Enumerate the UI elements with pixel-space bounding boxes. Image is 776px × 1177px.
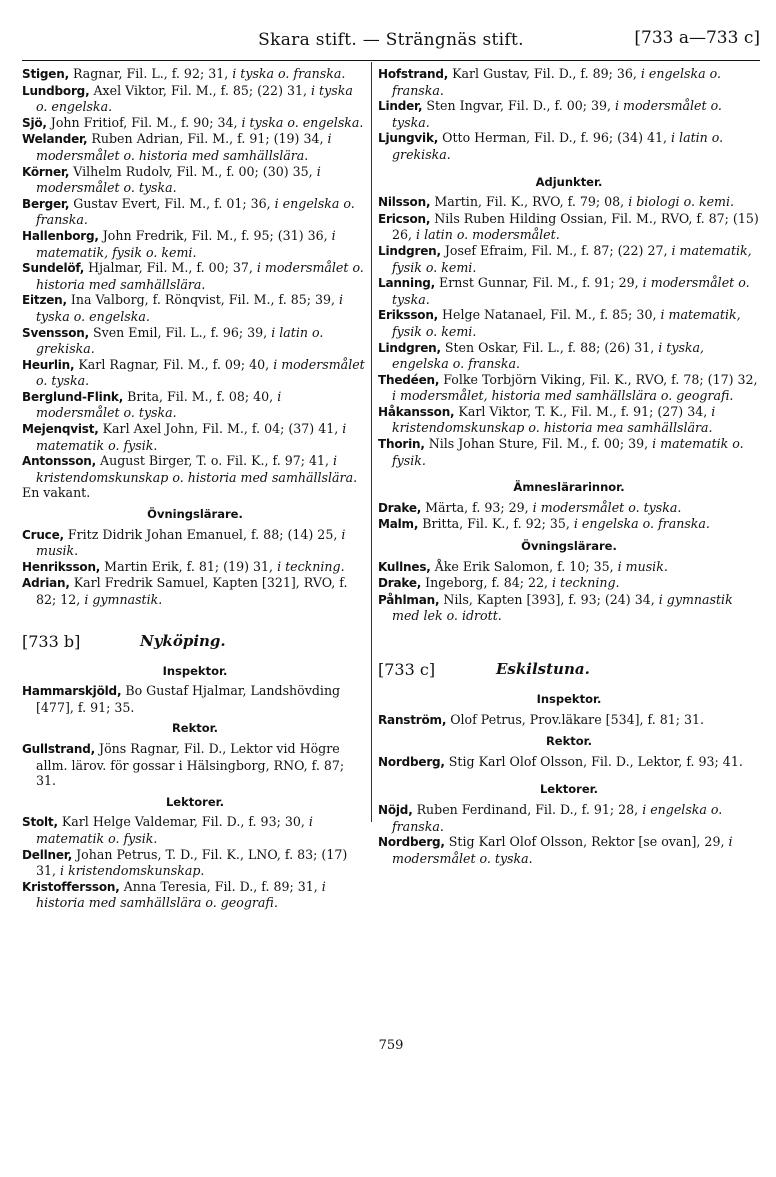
- right-rektor: [378, 754, 760, 771]
- running-header: [22, 28, 760, 56]
- entry-subjects: i matematik, fysik o. kemi.: [392, 307, 741, 339]
- directory-entry: [22, 453, 368, 485]
- entry-details: Hjalmar, Fil. M., f. 00; 37,: [84, 260, 257, 276]
- entry-details: Ina Valborg, f. Rönqvist, Fil. M., f. 85; 39,: [66, 292, 340, 308]
- entry-subjects: i tyska o. franska.: [232, 66, 346, 81]
- town-ref: [733 c]: [378, 660, 436, 679]
- directory-entry: [22, 357, 368, 389]
- entry-details: John Fritiof, Fil. M., f. 90; 34,: [46, 114, 242, 130]
- entry-details: Nils Ruben Hilding Ossian, Fil. M., RVO, f. 87; (15) 26,: [392, 210, 759, 243]
- entry-subjects: i latin o. grekiska.: [392, 130, 724, 162]
- entry-surname: Adrian,: [22, 576, 70, 591]
- entry-subjects: i historia med samhällslära o. geografi.: [36, 878, 326, 911]
- left-lekt: [22, 814, 368, 911]
- entry-surname: Berger,: [22, 196, 70, 211]
- right-entries-1: [378, 66, 760, 163]
- entry-details: Johan Petrus, T. D., Fil. K., LNO, f. 83; (17) 31,: [36, 846, 348, 879]
- town-heading-nykoping: [22, 628, 368, 658]
- entry-subjects: i gymnastik.: [84, 592, 163, 607]
- page-number: 759: [378, 1038, 404, 1053]
- right-lekt: [378, 802, 760, 866]
- entry-details: Karl Viktor, T. K., Fil. M., f. 91; (27) 34,: [454, 403, 712, 419]
- entry-details: Vilhelm Rudolv, Fil. M., f. 00; (30) 35,: [69, 163, 317, 179]
- section-heading: Lektorer.: [165, 794, 225, 809]
- entry-surname: Svensson,: [22, 325, 89, 340]
- directory-entry: [22, 421, 368, 453]
- entry-details: Ingeborg, f. 84; 22,: [421, 575, 552, 591]
- entry-surname: Welander,: [22, 132, 88, 147]
- entry-details: Karl Ragnar, Fil. M., f. 09; 40,: [74, 356, 274, 372]
- directory-entry: [22, 115, 368, 132]
- directory-entry: [378, 340, 760, 372]
- directory-entry: [378, 372, 760, 404]
- town-name: Nyköping.: [140, 631, 226, 650]
- right-amnes: [378, 500, 760, 533]
- directory-entry: [378, 130, 760, 162]
- entry-surname: Påhlman,: [378, 592, 440, 607]
- section-heading: Inspektor.: [536, 692, 602, 706]
- left-rektor: [22, 741, 368, 789]
- directory-entry: [378, 211, 760, 243]
- directory-entry: [22, 683, 368, 715]
- column-divider: [371, 62, 372, 822]
- section-heading: Lektorer.: [539, 782, 599, 797]
- entry-subjects: i matematik o. fysik.: [36, 814, 313, 846]
- vacant-note: En vakant.: [22, 485, 91, 501]
- directory-entry: [22, 847, 368, 879]
- entry-surname: Körner,: [22, 164, 70, 179]
- entry-details: Karl Fredrik Samuel, Kapten [321], RVO, f. 82; 12,: [36, 575, 348, 607]
- entry-surname: Malm,: [378, 517, 419, 532]
- entry-subjects: i modersmålet o. tyska.: [392, 98, 722, 130]
- entry-details: Gustav Evert, Fil. M., f. 01; 36,: [69, 195, 275, 211]
- entry-subjects: i latin o. modersmålet.: [416, 227, 560, 243]
- entry-details: Ragnar, Fil. L., f. 92; 31,: [68, 66, 233, 81]
- entry-surname: Lanning,: [378, 276, 436, 291]
- left-entries-2: [22, 527, 368, 608]
- entry-surname: Nilsson,: [378, 195, 431, 210]
- entry-subjects: i modersmålet o. tyska.: [36, 388, 282, 421]
- entry-surname: Nordberg,: [378, 835, 445, 850]
- left-column: [22, 66, 368, 911]
- entry-surname: Dellner,: [22, 847, 73, 862]
- entry-details: Sten Ingvar, Fil. D., f. 00; 39,: [422, 98, 616, 114]
- right-column: [378, 66, 760, 866]
- entry-subjects: i musik.: [36, 526, 346, 559]
- entry-surname: Lindgren,: [378, 340, 441, 355]
- entry-surname: Stigen,: [22, 67, 69, 81]
- entry-surname: Eitzen,: [22, 293, 67, 308]
- entry-details: Olof Petrus, Prov.läkare [534], f. 81; 31.: [446, 711, 705, 727]
- entry-details: Ruben Ferdinand, Fil. D., f. 91; 28,: [412, 801, 643, 817]
- entry-subjects: i engelska o. franska.: [392, 801, 723, 834]
- right-insp: [378, 712, 760, 729]
- directory-entry: [22, 559, 368, 576]
- entry-details: Märta, f. 93; 29,: [421, 499, 533, 515]
- entry-subjects: i kristendomskunskap o. historia mea samhällslära.: [392, 403, 716, 436]
- directory-entry: [378, 243, 760, 275]
- entry-surname: Hammarskjöld,: [22, 684, 122, 699]
- directory-entry: [378, 307, 760, 339]
- entry-surname: Håkansson,: [378, 404, 455, 419]
- entry-surname: Nöjd,: [378, 802, 413, 817]
- entry-surname: Drake,: [378, 576, 422, 591]
- directory-entry: [378, 754, 760, 771]
- directory-entry: [22, 879, 368, 911]
- directory-entry: [22, 389, 368, 421]
- entry-details: Josef Efraim, Fil. M., f. 87; (22) 27,: [440, 242, 672, 258]
- entry-details: Åke Erik Salomon, f. 10; 35,: [430, 558, 618, 574]
- directory-entry: [378, 436, 760, 468]
- entry-subjects: i modersmålet o. tyska.: [532, 499, 682, 515]
- directory-entry: [378, 516, 760, 533]
- section-heading: Övningslärare.: [521, 539, 617, 554]
- entry-subjects: i tyska o. engelska.: [36, 82, 353, 115]
- entry-details: Karl Axel John, Fil. M., f. 04; (37) 41,: [98, 421, 343, 437]
- entry-subjects: i modersmålet o. historia med samhällslära.: [36, 260, 364, 292]
- entry-subjects: i matematik, fysik o. kemi.: [392, 242, 752, 275]
- directory-entry: [22, 196, 368, 228]
- entry-subjects: i modersmålet o. tyska.: [392, 275, 750, 307]
- entry-surname: Linder,: [378, 99, 423, 114]
- entry-subjects: i engelska o. franska.: [36, 195, 355, 228]
- header-title: Skara stift. — Strängnäs stift.: [258, 30, 524, 50]
- entry-surname: Ericson,: [378, 211, 431, 226]
- section-heading: Övningslärare.: [147, 507, 243, 522]
- directory-entry: [22, 131, 368, 163]
- directory-entry: [22, 325, 368, 357]
- directory-entry: [378, 98, 760, 130]
- directory-entry: [378, 194, 760, 211]
- directory-entry: [378, 404, 760, 436]
- entry-surname: Stolt,: [22, 815, 58, 830]
- entry-surname: Nordberg,: [378, 754, 445, 769]
- section-heading: Adjunkter.: [535, 174, 603, 189]
- directory-entry: [22, 814, 368, 846]
- town-ref: [733 b]: [22, 631, 81, 651]
- entry-surname: Hofstrand,: [378, 67, 449, 81]
- town-heading-eskilstuna: [378, 656, 760, 686]
- entry-details: Ernst Gunnar, Fil. M., f. 91; 29,: [435, 275, 643, 291]
- left-insp: [22, 683, 368, 715]
- entry-details: August Birger, T. o. Fil. K., f. 97; 41,: [96, 453, 334, 469]
- entry-subjects: i matematik o. fysik.: [36, 421, 347, 453]
- entry-surname: Ljungvik,: [378, 131, 439, 146]
- entry-subjects: i kristendomskunskap o. historia med samhällslära.: [36, 453, 358, 485]
- directory-entry: [378, 66, 760, 98]
- entry-surname: Kullnes,: [378, 559, 431, 574]
- entry-details: Brita, Fil. M., f. 08; 40,: [123, 388, 278, 404]
- entry-subjects: i modersmålet o. tyska.: [392, 834, 733, 866]
- entry-details: Ruben Adrian, Fil. M., f. 91; (19) 34,: [87, 131, 328, 147]
- entry-details: Britta, Fil. K., f. 92; 35,: [418, 516, 574, 532]
- header-rule: [22, 60, 760, 61]
- entry-surname: Thedéen,: [378, 372, 440, 387]
- entry-details: Otto Herman, Fil. D., f. 96; (34) 41,: [438, 130, 672, 146]
- entry-subjects: i engelska o. franska.: [392, 66, 721, 98]
- section-heading: Rektor.: [171, 721, 219, 736]
- entry-surname: Mejenqvist,: [22, 422, 99, 437]
- right-adj: [378, 194, 760, 468]
- directory-entry: [378, 500, 760, 517]
- entry-details: Helge Natanael, Fil. M., f. 85; 30,: [438, 307, 661, 323]
- directory-entry: [378, 592, 760, 624]
- section-heading: Ämneslärarinnor.: [513, 480, 625, 495]
- page: [22, 0, 760, 1177]
- entry-surname: Sundelöf,: [22, 261, 85, 276]
- entry-details: Sten Oskar, Fil. L., f. 88; (26) 31,: [440, 339, 659, 355]
- entry-details: Martin Erik, f. 81; (19) 31,: [100, 558, 278, 574]
- entry-details: Martin, Fil. K., RVO, f. 79; 08,: [430, 194, 629, 210]
- entry-details: Fritz Didrik Johan Emanuel, f. 88; (14) 25,: [63, 526, 342, 542]
- entry-surname: Drake,: [378, 500, 422, 515]
- entry-surname: Lindgren,: [378, 243, 441, 258]
- directory-entry: [22, 83, 368, 115]
- entry-subjects: i modersmålet o. tyska.: [36, 163, 321, 196]
- directory-entry: [22, 66, 368, 83]
- entry-surname: Hallenborg,: [22, 228, 99, 243]
- directory-entry: [22, 575, 368, 607]
- section-heading: Inspektor.: [162, 663, 228, 678]
- entry-details: Folke Torbjörn Viking, Fil. K., RVO, f. 78; (17) 32,: [439, 371, 758, 387]
- directory-entry: [378, 275, 760, 307]
- directory-entry: [22, 164, 368, 196]
- entry-surname: Thorin,: [378, 437, 425, 452]
- directory-entry: [378, 712, 760, 729]
- entry-surname: Eriksson,: [378, 308, 439, 323]
- entry-subjects: i matematik o. fysik.: [392, 436, 744, 468]
- directory-entry: [22, 527, 368, 559]
- entry-surname: Ranström,: [378, 712, 447, 727]
- directory-entry: [22, 228, 368, 260]
- entry-subjects: i tyska o. engelska.: [241, 114, 364, 130]
- entry-surname: Sjö,: [22, 115, 47, 130]
- right-ovn: [378, 559, 760, 624]
- header-ref: [733 a—733 c]: [634, 28, 760, 48]
- entry-details: Anna Teresia, Fil. D., f. 89; 31,: [119, 878, 322, 894]
- entry-surname: Cruce,: [22, 527, 64, 542]
- entry-surname: Kristoffersson,: [22, 879, 120, 894]
- entry-subjects: i modersmålet, historia med samhällslära o. geografi.: [392, 388, 734, 404]
- directory-entry: [378, 559, 760, 576]
- entry-details: Karl Gustav, Fil. D., f. 89; 36,: [448, 66, 641, 81]
- directory-entry: [378, 834, 760, 866]
- entry-subjects: i latin o. grekiska.: [36, 324, 324, 357]
- entry-details: Jöns Ragnar, Fil. D., Lektor vid Högre allm. lärov. för gossar i Hälsingborg, RNO, f. 87; 31.: [36, 740, 345, 789]
- town-name: Eskilstuna.: [496, 660, 590, 678]
- entry-surname: Antonsson,: [22, 454, 96, 469]
- entry-details: Karl Helge Valdemar, Fil. D., f. 93; 30,: [57, 814, 309, 830]
- entry-subjects: i teckning.: [277, 558, 345, 574]
- entry-subjects: i musik.: [617, 558, 668, 574]
- entry-surname: Berglund-Flink,: [22, 389, 124, 404]
- directory-entry: [22, 741, 368, 789]
- directory-entry: [378, 802, 760, 834]
- entry-subjects: i biologi o. kemi.: [628, 194, 735, 210]
- directory-entry: [22, 260, 368, 292]
- directory-entry: [378, 575, 760, 592]
- entry-surname: Lundborg,: [22, 83, 90, 98]
- entry-details: Axel Viktor, Fil. M., f. 85; (22) 31,: [89, 82, 312, 98]
- entry-details: John Fredrik, Fil. M., f. 95; (31) 36,: [98, 227, 332, 243]
- entry-surname: Gullstrand,: [22, 741, 96, 756]
- entry-details: Stig Karl Olof Olsson, Rektor [se ovan], 29,: [444, 834, 729, 850]
- entry-subjects: i engelska o. franska.: [573, 516, 710, 532]
- entry-subjects: i modersmålet o. historia med samhällslära.: [36, 131, 332, 163]
- entry-details: Stig Karl Olof Olsson, Fil. D., Lektor, f. 93; 41.: [444, 753, 743, 769]
- entry-subjects: i tyska, engelska o. franska.: [392, 339, 705, 372]
- entry-details: Sven Emil, Fil. L., f. 96; 39,: [88, 324, 272, 340]
- entry-subjects: i gymnastik med lek o. idrott.: [392, 591, 733, 624]
- entry-details: Bo Gustaf Hjalmar, Landshövding [477], f. 91; 35.: [36, 683, 341, 715]
- entry-subjects: i kristendomskunskap.: [60, 863, 205, 879]
- entry-details: Nils Johan Sture, Fil. M., f. 00; 39,: [424, 436, 653, 452]
- section-heading: Rektor.: [545, 734, 593, 749]
- entry-subjects: i modersmålet o. tyska.: [36, 356, 365, 389]
- left-entries-1: [22, 66, 368, 485]
- entry-surname: Heurlin,: [22, 357, 75, 372]
- entry-details: Nils, Kapten [393], f. 93; (24) 34,: [439, 591, 659, 607]
- entry-surname: Henriksson,: [22, 559, 101, 574]
- entry-subjects: i teckning.: [552, 575, 620, 591]
- entry-subjects: i matematik, fysik o. kemi.: [36, 227, 336, 260]
- entry-subjects: i tyska o. engelska.: [36, 292, 344, 324]
- directory-entry: [22, 292, 368, 324]
